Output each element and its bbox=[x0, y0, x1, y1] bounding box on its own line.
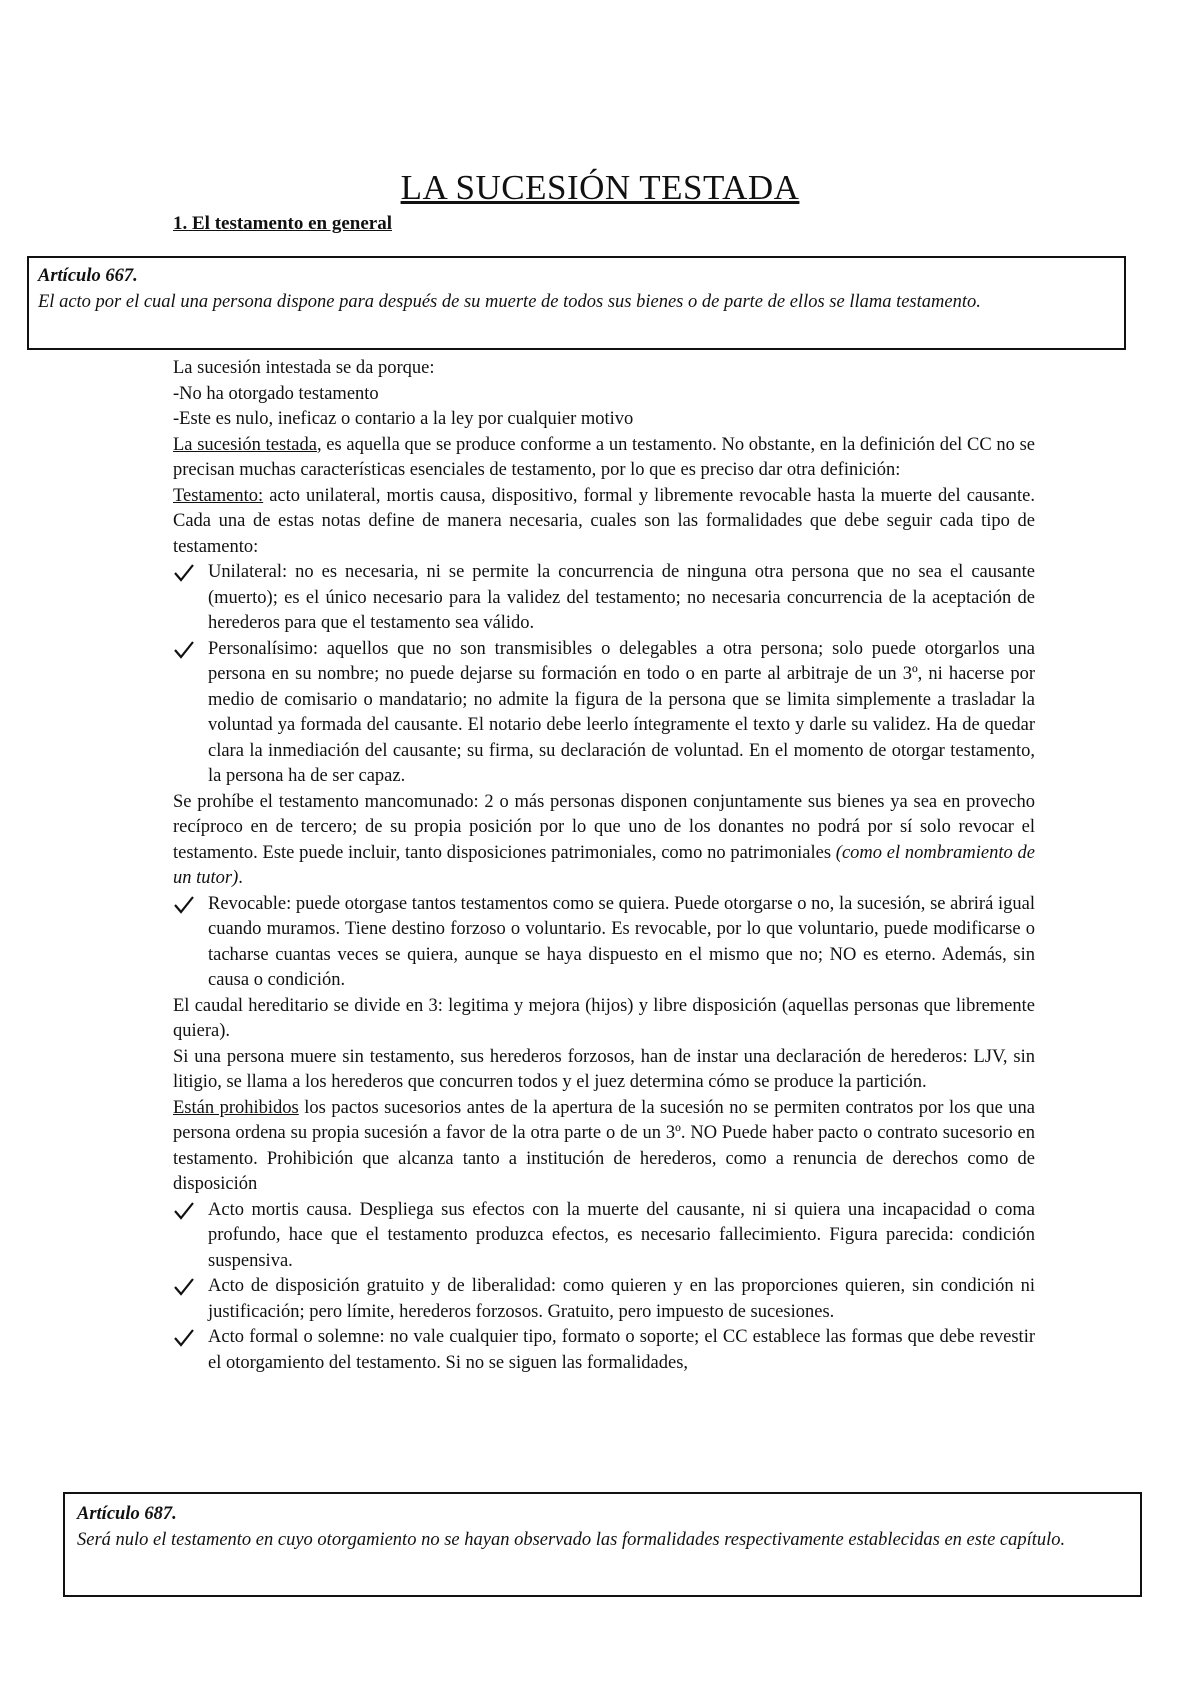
paragraph-sin-testamento: Si una persona muere sin testamento, sus herederos forzosos, han de instar una declaración de herederos: LJV, sin litigio, se llama a los herederos que concurren todos y el juez determina cómo se produce la partición. bbox=[173, 1046, 1035, 1092]
checkmark-icon bbox=[173, 560, 195, 585]
check-text-unilateral: Unilateral: no es necesaria, ni se permite la concurrencia de ninguna otra persona que no sea el causante (muerto); es el único necesario para la validez del testamento; no necesaria concurrencia de la aceptación de herederos para que el testamento sea válido. bbox=[208, 562, 1035, 633]
page-title: LA SUCESIÓN TESTADA bbox=[400, 168, 800, 207]
term-testamento: Testamento: bbox=[173, 485, 264, 506]
body-text bbox=[173, 356, 1035, 1376]
article-667-box bbox=[27, 256, 1126, 350]
paragraph-caudal: El caudal hereditario se divide en 3: legitima y mejora (hijos) y libre disposición (aquellas personas que libremente quiera). bbox=[173, 995, 1035, 1041]
paragraph-mancomunado-italic: (como el nombramiento de un tutor) bbox=[173, 842, 1035, 888]
paragraph-sucesion-testada bbox=[173, 433, 1035, 484]
article-687-title: Artículo 687. bbox=[77, 1504, 177, 1524]
paragraph-mancomunado-end: . bbox=[238, 868, 243, 888]
section-heading: 1. El testamento en general bbox=[173, 213, 392, 234]
checkmark-icon bbox=[173, 1198, 195, 1223]
article-667-text: El acto por el cual una persona dispone para después de su muerte de todos sus bienes o de parte de ellos se llama testamento. bbox=[38, 291, 981, 312]
check-item-mortis-causa bbox=[173, 1198, 1035, 1275]
checkmark-icon bbox=[173, 892, 195, 917]
check-text-formal: Acto formal o solemne: no vale cualquier tipo, formato o soporte; el CC establece las formas que debe revestir el otorgamiento del testamento. Si no se siguen las formalidades, bbox=[208, 1327, 1035, 1373]
paragraph-mancomunado-text: Se prohíbe el testamento mancomunado: 2 o más personas disponen conjuntamente sus bienes ya sea en provecho recíproco en de tercero; de su propia posición por lo que uno de los donantes no podrá por sí solo revocar el testamento. Este puede incluir, tanto disposiciones patrimoniales, como no patrimoniales bbox=[173, 791, 1035, 863]
checkmark-icon bbox=[173, 1325, 195, 1350]
check-text-gratuito: Acto de disposición gratuito y de liberalidad: como quieren y en las proporciones quieren, sin condición ni justificación; pero límite, herederos forzosos. Gratuito, pero impuesto de sucesiones. bbox=[208, 1276, 1035, 1322]
paragraph-prohibidos bbox=[173, 1096, 1035, 1198]
article-667-title: Artículo 667. bbox=[38, 266, 138, 286]
paragraph-testamento-def-text: acto unilateral, mortis causa, dispositivo, formal y libremente revocable hasta la muerte del causante. Cada una de estas notas define de manera necesaria, cuales son las formalidades que debe seguir cada tipo de testamento: bbox=[173, 485, 1035, 557]
check-item-personalisimo bbox=[173, 637, 1035, 790]
check-item-formal bbox=[173, 1325, 1035, 1376]
paragraph-mancomunado bbox=[173, 790, 1035, 892]
paragraph-testamento-def bbox=[173, 484, 1035, 561]
term-sucesion-testada: La sucesión testada bbox=[173, 434, 317, 455]
check-item-gratuito bbox=[173, 1274, 1035, 1325]
paragraph-prohibidos-text: los pactos sucesorios antes de la apertura de la sucesión no se permiten contratos por los que una persona ordena su propia sucesión a favor de la otra parte o de un 3º. NO Puede haber pacto o contrato sucesorio en testamento. Prohibición que alcanza tanto a institución de herederos, como a renuncia de derechos como de disposición bbox=[173, 1097, 1036, 1194]
term-prohibidos: Están prohibidos bbox=[173, 1097, 299, 1118]
checkmark-icon bbox=[173, 637, 195, 662]
check-text-personalisimo: Personalísimo: aquellos que no son transmisibles o delegables a otra persona; solo puede otorgarlos una persona en su nombre; no puede dejarse su formación en todo o en parte al arbitraje de un 3º, ni hacerse por medio de comisario o mandatario; no admite la figura de la persona que se limita simplemente a trasladar la voluntad ya formada del causante. El notario debe leerlo íntegramente el texto y darle su validez. Ha de quedar clara la inmediación del causante; su firma, su declaración de voluntad. En el momento de otorgar testamento, la persona ha de ser capaz. bbox=[208, 638, 1035, 786]
check-text-revocable: Revocable: puede otorgase tantos testamentos como se quiera. Puede otorgarse o no, la sucesión, se abrirá igual cuando muramos. Tiene destino forzoso o voluntario. Es revocable, por lo que voluntario, puede modificarse o tacharse cuantas veces se quiera, aunque se haya dispuesto en el mismo que no; NO es eterno. Además, sin causa o condición. bbox=[208, 893, 1035, 990]
paragraph-nulo: -Este es nulo, ineficaz o contario a la ley por cualquier motivo bbox=[173, 409, 634, 429]
check-text-mortis-causa: Acto mortis causa. Despliega sus efectos con la muerte del causante, ni si quiera una incapacidad o coma profundo, hace que el testamento produzca efectos, es necesario fallecimiento. Figura parecida: condición suspensiva. bbox=[208, 1199, 1035, 1271]
checkmark-icon bbox=[173, 1274, 195, 1299]
paragraph-sucesion-testada-text: , es aquella que se produce conforme a un testamento. No obstante, en la definición del CC no se precisan muchas características esenciales de testamento, por lo que es preciso dar otra definición: bbox=[173, 434, 1035, 480]
paragraph-intestada: La sucesión intestada se da porque: bbox=[173, 358, 435, 378]
check-item-unilateral bbox=[173, 560, 1035, 637]
article-687-box bbox=[63, 1492, 1142, 1597]
article-687-text: Será nulo el testamento en cuyo otorgamiento no se hayan observado las formalidades respectivamente establecidas en este capítulo. bbox=[77, 1529, 1066, 1550]
check-item-revocable bbox=[173, 892, 1035, 994]
paragraph-no-testamento: -No ha otorgado testamento bbox=[173, 383, 379, 404]
